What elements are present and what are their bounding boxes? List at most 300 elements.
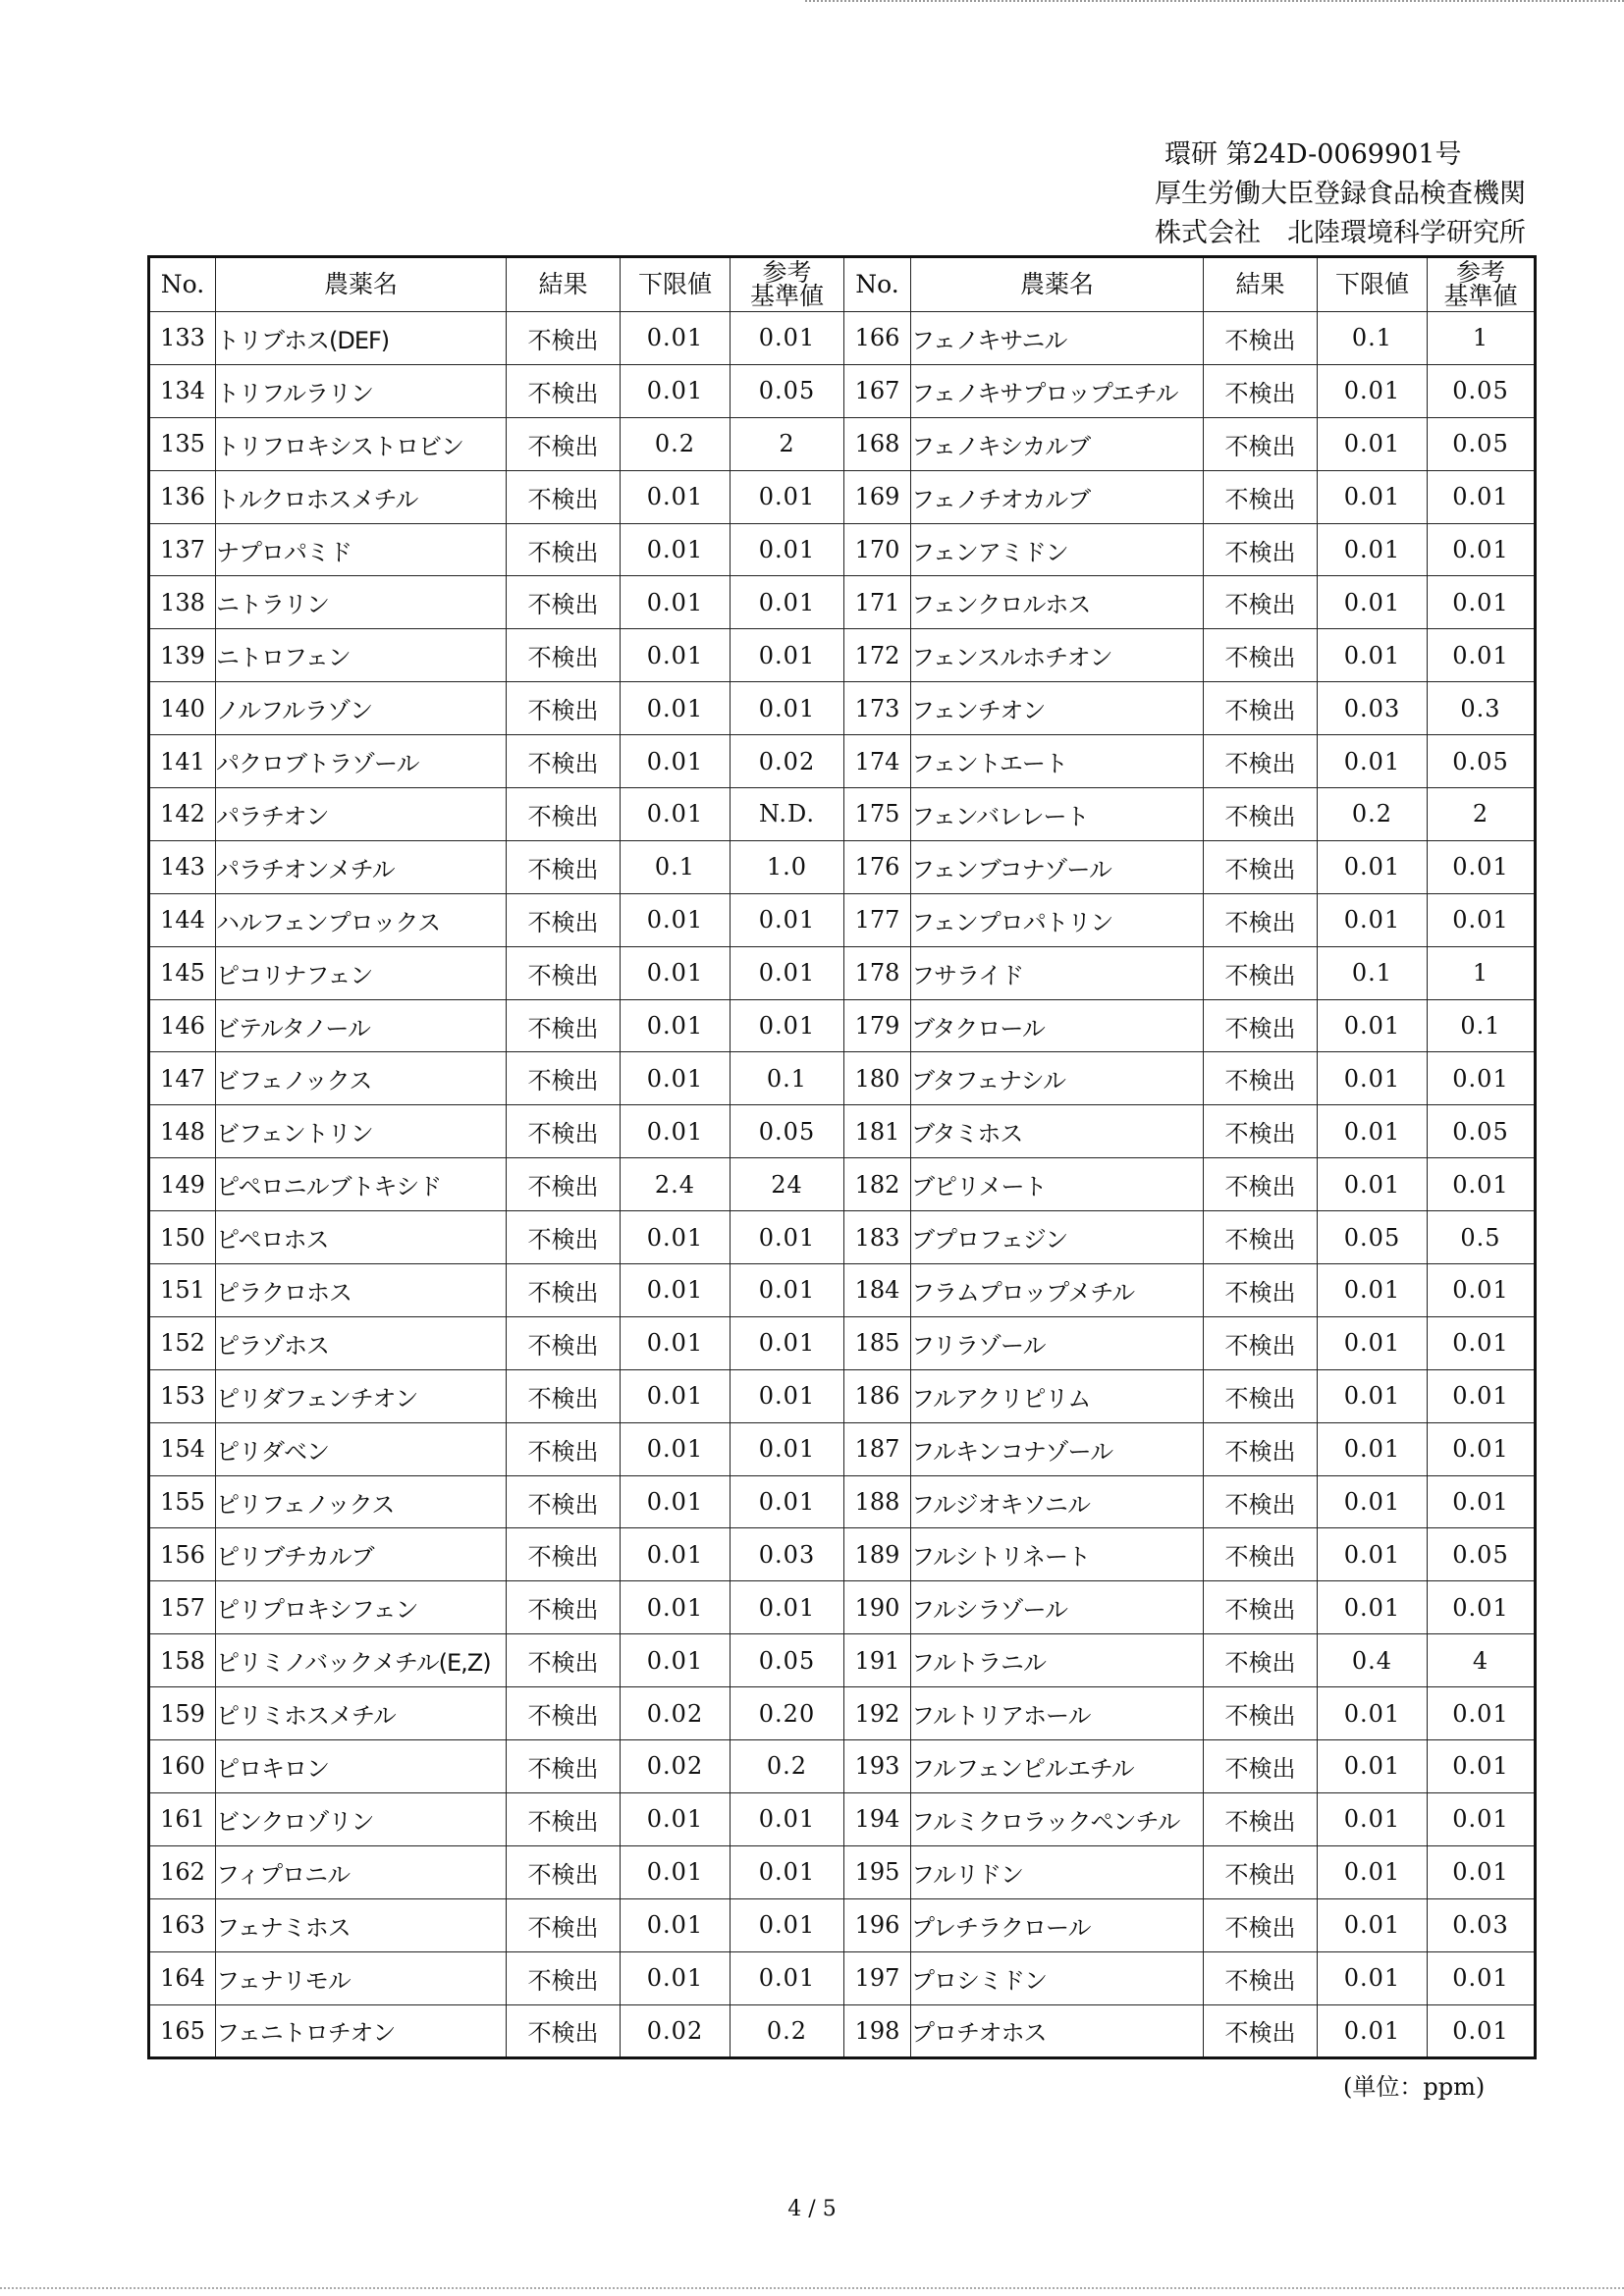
row-number: 173 bbox=[844, 682, 911, 735]
row-number: 176 bbox=[844, 840, 911, 893]
pesticide-name: プロシミドン bbox=[911, 1951, 1204, 2004]
result-value: 不検出 bbox=[507, 2004, 621, 2058]
pesticide-name: ピリダベン bbox=[216, 1422, 507, 1475]
result-value: 不検出 bbox=[1204, 312, 1318, 365]
lower-limit-value: 0.01 bbox=[621, 1581, 731, 1634]
row-number: 159 bbox=[149, 1687, 216, 1740]
result-value: 不検出 bbox=[1204, 364, 1318, 417]
table-row bbox=[149, 840, 1536, 893]
row-number: 185 bbox=[844, 1316, 911, 1369]
reference-standard-value: 0.05 bbox=[1428, 1528, 1536, 1581]
pesticide-name: フリラゾール bbox=[911, 1316, 1204, 1369]
row-number: 198 bbox=[844, 2004, 911, 2058]
table-row bbox=[149, 999, 1536, 1052]
pesticide-name: ピリダフェンチオン bbox=[216, 1369, 507, 1422]
reference-standard-value: 0.05 bbox=[731, 1634, 844, 1687]
table-row bbox=[149, 1211, 1536, 1264]
row-number: 169 bbox=[844, 470, 911, 523]
reference-standard-value: 0.05 bbox=[1428, 364, 1536, 417]
result-value: 不検出 bbox=[1204, 629, 1318, 682]
row-number: 183 bbox=[844, 1211, 911, 1264]
pesticide-name: フルトラニル bbox=[911, 1634, 1204, 1687]
result-value: 不検出 bbox=[507, 1581, 621, 1634]
result-value: 不検出 bbox=[507, 1845, 621, 1898]
reference-standard-value: 0.2 bbox=[731, 2004, 844, 2058]
result-value: 不検出 bbox=[1204, 1845, 1318, 1898]
result-value: 不検出 bbox=[1204, 1264, 1318, 1317]
row-number: 143 bbox=[149, 840, 216, 893]
lower-limit-value: 2.4 bbox=[621, 1158, 731, 1211]
table-row bbox=[149, 1475, 1536, 1528]
reference-standard-value: 0.01 bbox=[1428, 1052, 1536, 1105]
pesticide-name: フェニトロチオン bbox=[216, 2004, 507, 2058]
lower-limit-value: 0.02 bbox=[621, 2004, 731, 2058]
row-number: 170 bbox=[844, 523, 911, 576]
pesticide-name: フルシラゾール bbox=[911, 1581, 1204, 1634]
reference-standard-value: 0.01 bbox=[1428, 1951, 1536, 2004]
header-no: No. bbox=[844, 257, 911, 312]
reference-standard-value: 0.05 bbox=[731, 1105, 844, 1158]
reference-standard-value: 0.01 bbox=[731, 1951, 844, 2004]
row-number: 145 bbox=[149, 946, 216, 999]
reference-standard-value: 0.01 bbox=[1428, 523, 1536, 576]
row-number: 135 bbox=[149, 417, 216, 470]
lower-limit-value: 0.01 bbox=[621, 1634, 731, 1687]
result-value: 不検出 bbox=[507, 417, 621, 470]
result-value: 不検出 bbox=[507, 1740, 621, 1793]
header-lower-limit: 下限値 bbox=[1318, 257, 1428, 312]
result-value: 不検出 bbox=[1204, 417, 1318, 470]
header-ref-line2: 基準値 bbox=[1443, 282, 1518, 310]
lower-limit-value: 0.01 bbox=[1318, 999, 1428, 1052]
table-row bbox=[149, 788, 1536, 841]
result-value: 不検出 bbox=[507, 1792, 621, 1845]
reference-standard-value: 0.03 bbox=[731, 1528, 844, 1581]
pesticide-name: ピリミノバックメチル(E,Z) bbox=[216, 1634, 507, 1687]
reference-standard-value: 0.01 bbox=[731, 1316, 844, 1369]
lower-limit-value: 0.01 bbox=[1318, 1158, 1428, 1211]
table-row bbox=[149, 470, 1536, 523]
pesticide-name: フェンプロパトリン bbox=[911, 893, 1204, 946]
lower-limit-value: 0.01 bbox=[1318, 1792, 1428, 1845]
pesticide-name: フェンチオン bbox=[911, 682, 1204, 735]
lower-limit-value: 0.01 bbox=[621, 1316, 731, 1369]
result-value: 不検出 bbox=[507, 576, 621, 629]
row-number: 140 bbox=[149, 682, 216, 735]
result-value: 不検出 bbox=[1204, 1951, 1318, 2004]
reference-standard-value: 0.01 bbox=[731, 1898, 844, 1951]
result-value: 不検出 bbox=[507, 840, 621, 893]
result-value: 不検出 bbox=[1204, 1687, 1318, 1740]
pesticide-name: フェノキサプロップエチル bbox=[911, 364, 1204, 417]
lower-limit-value: 0.01 bbox=[621, 682, 731, 735]
lower-limit-value: 0.01 bbox=[1318, 364, 1428, 417]
reference-standard-value: 0.01 bbox=[1428, 840, 1536, 893]
pesticide-name: ニトラリン bbox=[216, 576, 507, 629]
row-number: 186 bbox=[844, 1369, 911, 1422]
table-row bbox=[149, 1634, 1536, 1687]
row-number: 156 bbox=[149, 1528, 216, 1581]
header-reference-standard bbox=[731, 257, 844, 312]
pesticide-name: フェノキサニル bbox=[911, 312, 1204, 365]
pesticide-name: フラムプロップメチル bbox=[911, 1264, 1204, 1317]
row-number: 178 bbox=[844, 946, 911, 999]
pesticide-name: パクロブトラゾール bbox=[216, 735, 507, 788]
result-value: 不検出 bbox=[507, 1475, 621, 1528]
pesticide-name: トリブホス(DEF) bbox=[216, 312, 507, 365]
reference-standard-value: 0.02 bbox=[731, 735, 844, 788]
reference-standard-value: 0.05 bbox=[1428, 1105, 1536, 1158]
pesticide-name: トリフロキシストロビン bbox=[216, 417, 507, 470]
lower-limit-value: 0.01 bbox=[621, 788, 731, 841]
reference-standard-value: 0.01 bbox=[731, 1792, 844, 1845]
lower-limit-value: 0.01 bbox=[621, 523, 731, 576]
pesticide-name: ピリミホスメチル bbox=[216, 1687, 507, 1740]
result-value: 不検出 bbox=[1204, 1475, 1318, 1528]
reference-standard-value: 0.01 bbox=[731, 1422, 844, 1475]
table-row bbox=[149, 312, 1536, 365]
table-row bbox=[149, 1316, 1536, 1369]
row-number: 181 bbox=[844, 1105, 911, 1158]
row-number: 157 bbox=[149, 1581, 216, 1634]
row-number: 190 bbox=[844, 1581, 911, 1634]
row-number: 168 bbox=[844, 417, 911, 470]
pesticide-name: フルアクリピリム bbox=[911, 1369, 1204, 1422]
row-number: 192 bbox=[844, 1687, 911, 1740]
reference-standard-value: 0.05 bbox=[1428, 735, 1536, 788]
lower-limit-value: 0.01 bbox=[621, 576, 731, 629]
result-value: 不検出 bbox=[1204, 1158, 1318, 1211]
row-number: 165 bbox=[149, 2004, 216, 2058]
result-value: 不検出 bbox=[507, 312, 621, 365]
lower-limit-value: 0.2 bbox=[621, 417, 731, 470]
reference-standard-value: 0.01 bbox=[731, 1264, 844, 1317]
pesticide-name: フェンクロルホス bbox=[911, 576, 1204, 629]
result-value: 不検出 bbox=[507, 1264, 621, 1317]
reference-standard-value: 0.01 bbox=[1428, 1581, 1536, 1634]
pesticide-name: ビフェノックス bbox=[216, 1052, 507, 1105]
table-row bbox=[149, 1740, 1536, 1793]
row-number: 171 bbox=[844, 576, 911, 629]
pesticide-name: ピペロホス bbox=[216, 1211, 507, 1264]
lower-limit-value: 0.02 bbox=[621, 1740, 731, 1793]
pesticide-name: フルミクロラックペンチル bbox=[911, 1792, 1204, 1845]
row-number: 162 bbox=[149, 1845, 216, 1898]
reference-standard-value: 0.01 bbox=[731, 682, 844, 735]
table-row bbox=[149, 364, 1536, 417]
row-number: 150 bbox=[149, 1211, 216, 1264]
row-number: 188 bbox=[844, 1475, 911, 1528]
row-number: 177 bbox=[844, 893, 911, 946]
row-number: 147 bbox=[149, 1052, 216, 1105]
reference-standard-value: 0.05 bbox=[1428, 417, 1536, 470]
reference-standard-value: 0.01 bbox=[1428, 1316, 1536, 1369]
table-row bbox=[149, 1369, 1536, 1422]
pesticide-name: ビフェントリン bbox=[216, 1105, 507, 1158]
row-number: 191 bbox=[844, 1634, 911, 1687]
row-number: 154 bbox=[149, 1422, 216, 1475]
reference-standard-value: 0.01 bbox=[1428, 576, 1536, 629]
reference-standard-value: 0.01 bbox=[1428, 1687, 1536, 1740]
pesticide-name: ナプロパミド bbox=[216, 523, 507, 576]
reference-standard-value: 2 bbox=[731, 417, 844, 470]
result-value: 不検出 bbox=[1204, 1634, 1318, 1687]
reference-standard-value: 0.01 bbox=[1428, 1475, 1536, 1528]
lower-limit-value: 0.01 bbox=[1318, 629, 1428, 682]
table-row bbox=[149, 417, 1536, 470]
report-reference-number: 環研 第24D-0069901号 bbox=[1164, 139, 1462, 170]
row-number: 141 bbox=[149, 735, 216, 788]
header-result: 結果 bbox=[507, 257, 621, 312]
pesticide-name: フルキンコナゾール bbox=[911, 1422, 1204, 1475]
lower-limit-value: 0.01 bbox=[621, 1105, 731, 1158]
row-number: 160 bbox=[149, 1740, 216, 1793]
reference-standard-value: 1 bbox=[1428, 312, 1536, 365]
lower-limit-value: 0.01 bbox=[1318, 1422, 1428, 1475]
row-number: 149 bbox=[149, 1158, 216, 1211]
row-number: 139 bbox=[149, 629, 216, 682]
row-number: 138 bbox=[149, 576, 216, 629]
lower-limit-value: 0.01 bbox=[621, 1422, 731, 1475]
result-value: 不検出 bbox=[1204, 1211, 1318, 1264]
reference-standard-value: 0.01 bbox=[731, 1211, 844, 1264]
reference-standard-value: 0.01 bbox=[731, 1845, 844, 1898]
lower-limit-value: 0.01 bbox=[621, 629, 731, 682]
result-value: 不検出 bbox=[1204, 1316, 1318, 1369]
lower-limit-value: 0.01 bbox=[621, 1475, 731, 1528]
reference-standard-value: 0.01 bbox=[731, 1475, 844, 1528]
lower-limit-value: 0.01 bbox=[1318, 576, 1428, 629]
reference-standard-value: 0.3 bbox=[1428, 682, 1536, 735]
header-ref-line1: 参考 bbox=[762, 258, 812, 287]
result-value: 不検出 bbox=[1204, 1581, 1318, 1634]
pesticide-name: フェンアミドン bbox=[911, 523, 1204, 576]
result-value: 不検出 bbox=[507, 946, 621, 999]
lower-limit-value: 0.02 bbox=[621, 1687, 731, 1740]
reference-standard-value: 0.5 bbox=[1428, 1211, 1536, 1264]
lower-limit-value: 0.01 bbox=[1318, 1052, 1428, 1105]
lower-limit-value: 0.1 bbox=[621, 840, 731, 893]
lower-limit-value: 0.01 bbox=[1318, 1687, 1428, 1740]
reference-standard-value: 0.01 bbox=[731, 1369, 844, 1422]
result-value: 不検出 bbox=[1204, 2004, 1318, 2058]
bottom-dotted-border bbox=[0, 2287, 1624, 2289]
result-value: 不検出 bbox=[507, 1687, 621, 1740]
pesticide-name: フェンバレレート bbox=[911, 788, 1204, 841]
row-number: 184 bbox=[844, 1264, 911, 1317]
reference-standard-value: 0.01 bbox=[1428, 893, 1536, 946]
header-reference-standard bbox=[1428, 257, 1536, 312]
table-row bbox=[149, 523, 1536, 576]
result-value: 不検出 bbox=[507, 1369, 621, 1422]
row-number: 189 bbox=[844, 1528, 911, 1581]
pesticide-name: ピリブチカルブ bbox=[216, 1528, 507, 1581]
table-header-row bbox=[149, 257, 1536, 312]
result-value: 不検出 bbox=[1204, 1792, 1318, 1845]
lower-limit-value: 0.01 bbox=[621, 1264, 731, 1317]
reference-standard-value: 0.01 bbox=[731, 312, 844, 365]
lower-limit-value: 0.01 bbox=[621, 1845, 731, 1898]
table-row bbox=[149, 946, 1536, 999]
pesticide-results-table bbox=[147, 255, 1537, 2059]
reference-standard-value: 0.01 bbox=[731, 893, 844, 946]
pesticide-name: トルクロホスメチル bbox=[216, 470, 507, 523]
table-row bbox=[149, 1792, 1536, 1845]
reference-standard-value: 0.20 bbox=[731, 1687, 844, 1740]
row-number: 142 bbox=[149, 788, 216, 841]
reference-standard-value: 0.01 bbox=[731, 629, 844, 682]
reference-standard-value: 0.03 bbox=[1428, 1898, 1536, 1951]
reference-standard-value: 0.01 bbox=[731, 999, 844, 1052]
lower-limit-value: 0.01 bbox=[1318, 1740, 1428, 1793]
table-row bbox=[149, 1158, 1536, 1211]
result-value: 不検出 bbox=[1204, 1369, 1318, 1422]
table-row bbox=[149, 629, 1536, 682]
row-number: 164 bbox=[149, 1951, 216, 2004]
row-number: 161 bbox=[149, 1792, 216, 1845]
row-number: 182 bbox=[844, 1158, 911, 1211]
reference-standard-value: 0.01 bbox=[731, 946, 844, 999]
lower-limit-value: 0.01 bbox=[1318, 840, 1428, 893]
pesticide-name: ピペロニルブトキシド bbox=[216, 1158, 507, 1211]
lower-limit-value: 0.05 bbox=[1318, 1211, 1428, 1264]
pesticide-name: トリフルラリン bbox=[216, 364, 507, 417]
result-value: 不検出 bbox=[1204, 1898, 1318, 1951]
unit-note: (単位：ppm) bbox=[1343, 2073, 1486, 2101]
lower-limit-value: 0.01 bbox=[621, 1792, 731, 1845]
result-value: 不検出 bbox=[507, 1211, 621, 1264]
header-lower-limit: 下限値 bbox=[621, 257, 731, 312]
reference-standard-value: 0.01 bbox=[1428, 629, 1536, 682]
reference-standard-value: 0.01 bbox=[1428, 2004, 1536, 2058]
lower-limit-value: 0.01 bbox=[1318, 1845, 1428, 1898]
table-row bbox=[149, 682, 1536, 735]
row-number: 153 bbox=[149, 1369, 216, 1422]
row-number: 148 bbox=[149, 1105, 216, 1158]
pesticide-name: フルフェンピルエチル bbox=[911, 1740, 1204, 1793]
lower-limit-value: 0.01 bbox=[1318, 893, 1428, 946]
header-no: No. bbox=[149, 257, 216, 312]
lower-limit-value: 0.01 bbox=[1318, 1264, 1428, 1317]
pesticide-name: プロチオホス bbox=[911, 2004, 1204, 2058]
result-value: 不検出 bbox=[507, 1052, 621, 1105]
lower-limit-value: 0.01 bbox=[621, 1369, 731, 1422]
pesticide-name: フェンブコナゾール bbox=[911, 840, 1204, 893]
row-number: 146 bbox=[149, 999, 216, 1052]
lower-limit-value: 0.01 bbox=[1318, 1898, 1428, 1951]
lower-limit-value: 0.03 bbox=[1318, 682, 1428, 735]
table-row bbox=[149, 893, 1536, 946]
result-value: 不検出 bbox=[507, 1105, 621, 1158]
pesticide-name: ピラクロホス bbox=[216, 1264, 507, 1317]
lower-limit-value: 0.01 bbox=[1318, 1581, 1428, 1634]
pesticide-name: ビンクロゾリン bbox=[216, 1792, 507, 1845]
result-value: 不検出 bbox=[507, 470, 621, 523]
result-value: 不検出 bbox=[507, 629, 621, 682]
result-value: 不検出 bbox=[507, 1422, 621, 1475]
result-value: 不検出 bbox=[1204, 523, 1318, 576]
organization-registration: 厚生労働大臣登録食品検査機関 bbox=[1155, 179, 1526, 209]
result-value: 不検出 bbox=[507, 999, 621, 1052]
row-number: 175 bbox=[844, 788, 911, 841]
row-number: 134 bbox=[149, 364, 216, 417]
row-number: 137 bbox=[149, 523, 216, 576]
pesticide-name: フィプロニル bbox=[216, 1845, 507, 1898]
table-row bbox=[149, 1528, 1536, 1581]
lower-limit-value: 0.01 bbox=[621, 470, 731, 523]
result-value: 不検出 bbox=[507, 788, 621, 841]
pesticide-name: フルシトリネート bbox=[911, 1528, 1204, 1581]
pesticide-name: フサライド bbox=[911, 946, 1204, 999]
row-number: 193 bbox=[844, 1740, 911, 1793]
lower-limit-value: 0.01 bbox=[1318, 1528, 1428, 1581]
result-value: 不検出 bbox=[507, 523, 621, 576]
result-value: 不検出 bbox=[1204, 1105, 1318, 1158]
organization-name: 株式会社 北陸環境科学研究所 bbox=[1155, 218, 1526, 248]
pesticide-name: フェンスルホチオン bbox=[911, 629, 1204, 682]
pesticide-name: フルトリアホール bbox=[911, 1687, 1204, 1740]
lower-limit-value: 0.01 bbox=[1318, 1105, 1428, 1158]
row-number: 180 bbox=[844, 1052, 911, 1105]
result-value: 不検出 bbox=[507, 364, 621, 417]
reference-standard-value: 0.01 bbox=[1428, 1369, 1536, 1422]
result-value: 不検出 bbox=[507, 1528, 621, 1581]
result-value: 不検出 bbox=[1204, 1422, 1318, 1475]
result-value: 不検出 bbox=[507, 1634, 621, 1687]
pesticide-name: ピコリナフェン bbox=[216, 946, 507, 999]
result-value: 不検出 bbox=[507, 1898, 621, 1951]
reference-standard-value: 0.01 bbox=[1428, 1845, 1536, 1898]
pesticide-name: ピリフェノックス bbox=[216, 1475, 507, 1528]
row-number: 172 bbox=[844, 629, 911, 682]
result-value: 不検出 bbox=[1204, 735, 1318, 788]
top-dotted-border bbox=[805, 0, 1624, 2]
pesticide-name: ピロキロン bbox=[216, 1740, 507, 1793]
row-number: 144 bbox=[149, 893, 216, 946]
reference-standard-value: 1 bbox=[1428, 946, 1536, 999]
row-number: 155 bbox=[149, 1475, 216, 1528]
lower-limit-value: 0.01 bbox=[1318, 1475, 1428, 1528]
reference-standard-value: 4 bbox=[1428, 1634, 1536, 1687]
result-value: 不検出 bbox=[507, 1158, 621, 1211]
result-value: 不検出 bbox=[1204, 576, 1318, 629]
result-value: 不検出 bbox=[1204, 893, 1318, 946]
pesticide-name: パラチオン bbox=[216, 788, 507, 841]
pesticide-name: パラチオンメチル bbox=[216, 840, 507, 893]
reference-standard-value: 0.01 bbox=[731, 576, 844, 629]
table-row bbox=[149, 1845, 1536, 1898]
lower-limit-value: 0.2 bbox=[1318, 788, 1428, 841]
lower-limit-value: 0.01 bbox=[1318, 1369, 1428, 1422]
reference-standard-value: 0.01 bbox=[731, 470, 844, 523]
pesticide-name: ピリプロキシフェン bbox=[216, 1581, 507, 1634]
row-number: 133 bbox=[149, 312, 216, 365]
pesticide-name: ピラゾホス bbox=[216, 1316, 507, 1369]
result-value: 不検出 bbox=[507, 1316, 621, 1369]
lower-limit-value: 0.01 bbox=[1318, 470, 1428, 523]
pesticide-name: ブプロフェジン bbox=[911, 1211, 1204, 1264]
lower-limit-value: 0.01 bbox=[1318, 735, 1428, 788]
lower-limit-value: 0.01 bbox=[621, 1211, 731, 1264]
row-number: 174 bbox=[844, 735, 911, 788]
row-number: 152 bbox=[149, 1316, 216, 1369]
row-number: 166 bbox=[844, 312, 911, 365]
pesticide-name: フルジオキソニル bbox=[911, 1475, 1204, 1528]
lower-limit-value: 0.01 bbox=[1318, 417, 1428, 470]
header-ref-line2: 基準値 bbox=[749, 282, 824, 310]
pesticide-name: ニトロフェン bbox=[216, 629, 507, 682]
reference-standard-value: 0.2 bbox=[731, 1740, 844, 1793]
